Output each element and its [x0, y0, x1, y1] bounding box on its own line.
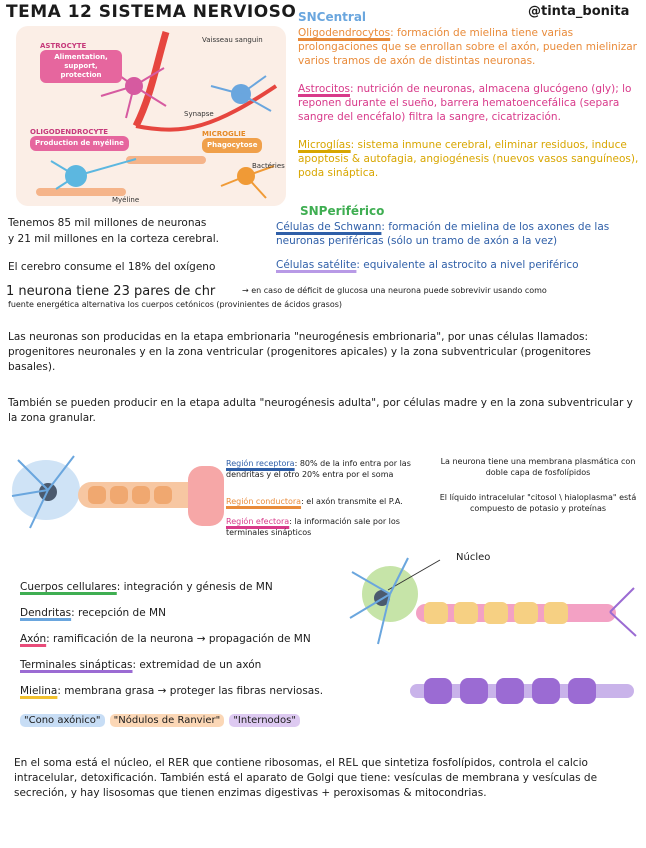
glia-diagram [16, 26, 286, 206]
part-axon [20, 632, 311, 647]
axon-text: : ramificación de la neurona → propagación de MN [46, 633, 311, 645]
myelin-axon-drawing [404, 668, 640, 718]
oligo-text: : formación de mielina tiene varias prolongaciones que se enrollan sobre el axón, pueden mielinizar varios tramos de axón de distintas neuronas. [298, 27, 637, 67]
region-conductora [226, 496, 422, 507]
microglie-label [202, 130, 262, 153]
micro-term: Microglías [298, 139, 351, 151]
oligo-term: Oligodendrocytos [298, 27, 391, 39]
efectora-term: Región efectora [226, 517, 290, 526]
fact-oxygen: El cerebro consume el 18% del oxígeno [8, 261, 216, 273]
fact-ketones-1: → en caso de déficit de glucosa una neurona puede sobrevivir usando como [242, 286, 547, 295]
chip-cono-axonico: "Cono axónico" [20, 714, 105, 727]
snc-micro [298, 138, 642, 180]
synapse-label: Synapse [184, 110, 214, 118]
snp-schwann [276, 220, 642, 248]
chip-internodos: "Internodos" [229, 714, 300, 727]
author-handle: @tinta_bonita [528, 4, 630, 19]
part-cuerpos [20, 580, 273, 595]
satelite-term: Células satélite [276, 259, 357, 271]
part-terminales [20, 658, 261, 673]
micro-text: : sistema inmune cerebral, eliminar residuos, induce apoptosis & autofagia, angiogénesis (nuevos vasos sanguíneos), poda sináptica. [298, 139, 639, 179]
fact-ketones-2: fuente energética alternativa los cuerpos cetónicos (provinientes de ácidos grasos) [8, 300, 343, 309]
schwann-text: : formación de mielina de los axones de las neuronas periféricas (sólo un tramo de axón a la vez) [276, 221, 610, 247]
mielina-text: : membrana grasa → proteger las fibras nerviosas. [57, 685, 324, 697]
snc-astro [298, 82, 642, 124]
oligodendrocyte-label [30, 128, 129, 151]
fact-neurons: Tenemos 85 mil millones de neuronas [8, 217, 207, 229]
region-efectora [226, 516, 422, 538]
myelin-chips [20, 708, 300, 727]
region-receptora [226, 458, 422, 480]
microglie-desc: Phagocytose [202, 138, 262, 153]
paragraph-embryonic: Las neuronas son producidas en la etapa embrionaria "neurogénesis embrionaria", por unas células llamados: progenitores neuronales y en la zona ventricular (progenitores apicales) y la zona subventricular (progenitores basales). [8, 331, 591, 373]
receptora-term: Región receptora [226, 459, 295, 468]
page-title: TEMA 12 SISTEMA NERVIOSO [6, 2, 297, 22]
bacteries-label: Bactéries [252, 162, 285, 170]
part-mielina [20, 684, 323, 699]
schwann-term: Células de Schwann [276, 221, 382, 233]
satelite-text: : equivalente al astrocito a nivel periférico [356, 259, 579, 271]
conductora-text: : el axón transmite el P.A. [301, 497, 403, 506]
astro-text: : nutrición de neuronas, almacena glucógeno (gly); lo reponen durante el sueño, barrera hematoencefálica (separa sangre del encéfalo) filtra la sangre, cicatrización. [298, 83, 632, 123]
dendritas-term: Dendritas [20, 607, 72, 619]
astro-term: Astrocitos [298, 83, 350, 95]
fact-chr: 1 neurona tiene 23 pares de chr [6, 284, 216, 299]
receptora-text: : 80% de la info entra por las dendritas y el otro 20% entra por el soma [226, 459, 411, 479]
astrocyte-desc: Alimentation, support, protection [40, 50, 122, 83]
neuron-regions-drawing [8, 450, 228, 540]
axon-term: Axón [20, 633, 47, 645]
part-dendritas [20, 606, 166, 621]
snp-heading: SNPeriférico [300, 204, 385, 218]
microglie-title: MICROGLIE [202, 130, 246, 138]
cuerpos-term: Cuerpos cellulares [20, 581, 117, 593]
snc-heading: SNCentral [298, 10, 367, 24]
snc-oligo [298, 26, 642, 68]
fact-cortex: y 21 mil millones en la corteza cerebral. [8, 233, 219, 245]
cytosol-note: El líquido intracelular "citosol \ hialoplasma" está compuesto de potasio y proteínas [439, 493, 637, 513]
oligodendrocyte-title: OLIGODENDROCYTE [30, 128, 109, 136]
paragraph-adult: También se pueden producir en la etapa adulta "neurogénesis adulta", por células madre y en la zona subventricular y la zona granular. [8, 397, 633, 424]
nucleo-label: Núcleo [456, 552, 491, 563]
blood-vessel [136, 32, 166, 126]
efectora-text: : la información sale por los terminales sinápticos [226, 517, 400, 537]
astrocyte-label [40, 42, 122, 83]
neuron-parts-drawing [330, 548, 642, 658]
snp-satelite [276, 258, 642, 272]
mielina-term: Mielina [20, 685, 58, 697]
myeline-label: Myéline [112, 196, 140, 204]
oligodendrocyte-desc: Production de myéline [30, 136, 129, 151]
terminales-term: Terminales sinápticas [20, 659, 133, 671]
chip-nodulos-ranvier: "Nódulos de Ranvier" [110, 714, 225, 727]
conductora-term: Región conductora [226, 497, 302, 506]
vaisseau-label: Vaisseau sanguin [202, 36, 263, 44]
dendritas-text: : recepción de MN [71, 607, 166, 619]
cuerpos-text: : integración y génesis de MN [116, 581, 273, 593]
astrocyte-title: ASTROCYTE [40, 42, 87, 50]
terminales-text: : extremidad de un axón [132, 659, 262, 671]
soma-paragraph: En el soma está el núcleo, el RER que contiene ribosomas, el REL que sintetiza fosfolípidos, controla el calcio intracelular, detoxificación. También está el aparato de Golgi que tiene: vesículas de membrana y vesículas de secreción, y hay lisosomas que tienen enzimas digestivas + peroxisomas & mitocondrias. [14, 757, 598, 799]
membrane-note: La neurona tiene una membrana plasmática con doble capa de fosfolípidos [440, 457, 636, 477]
